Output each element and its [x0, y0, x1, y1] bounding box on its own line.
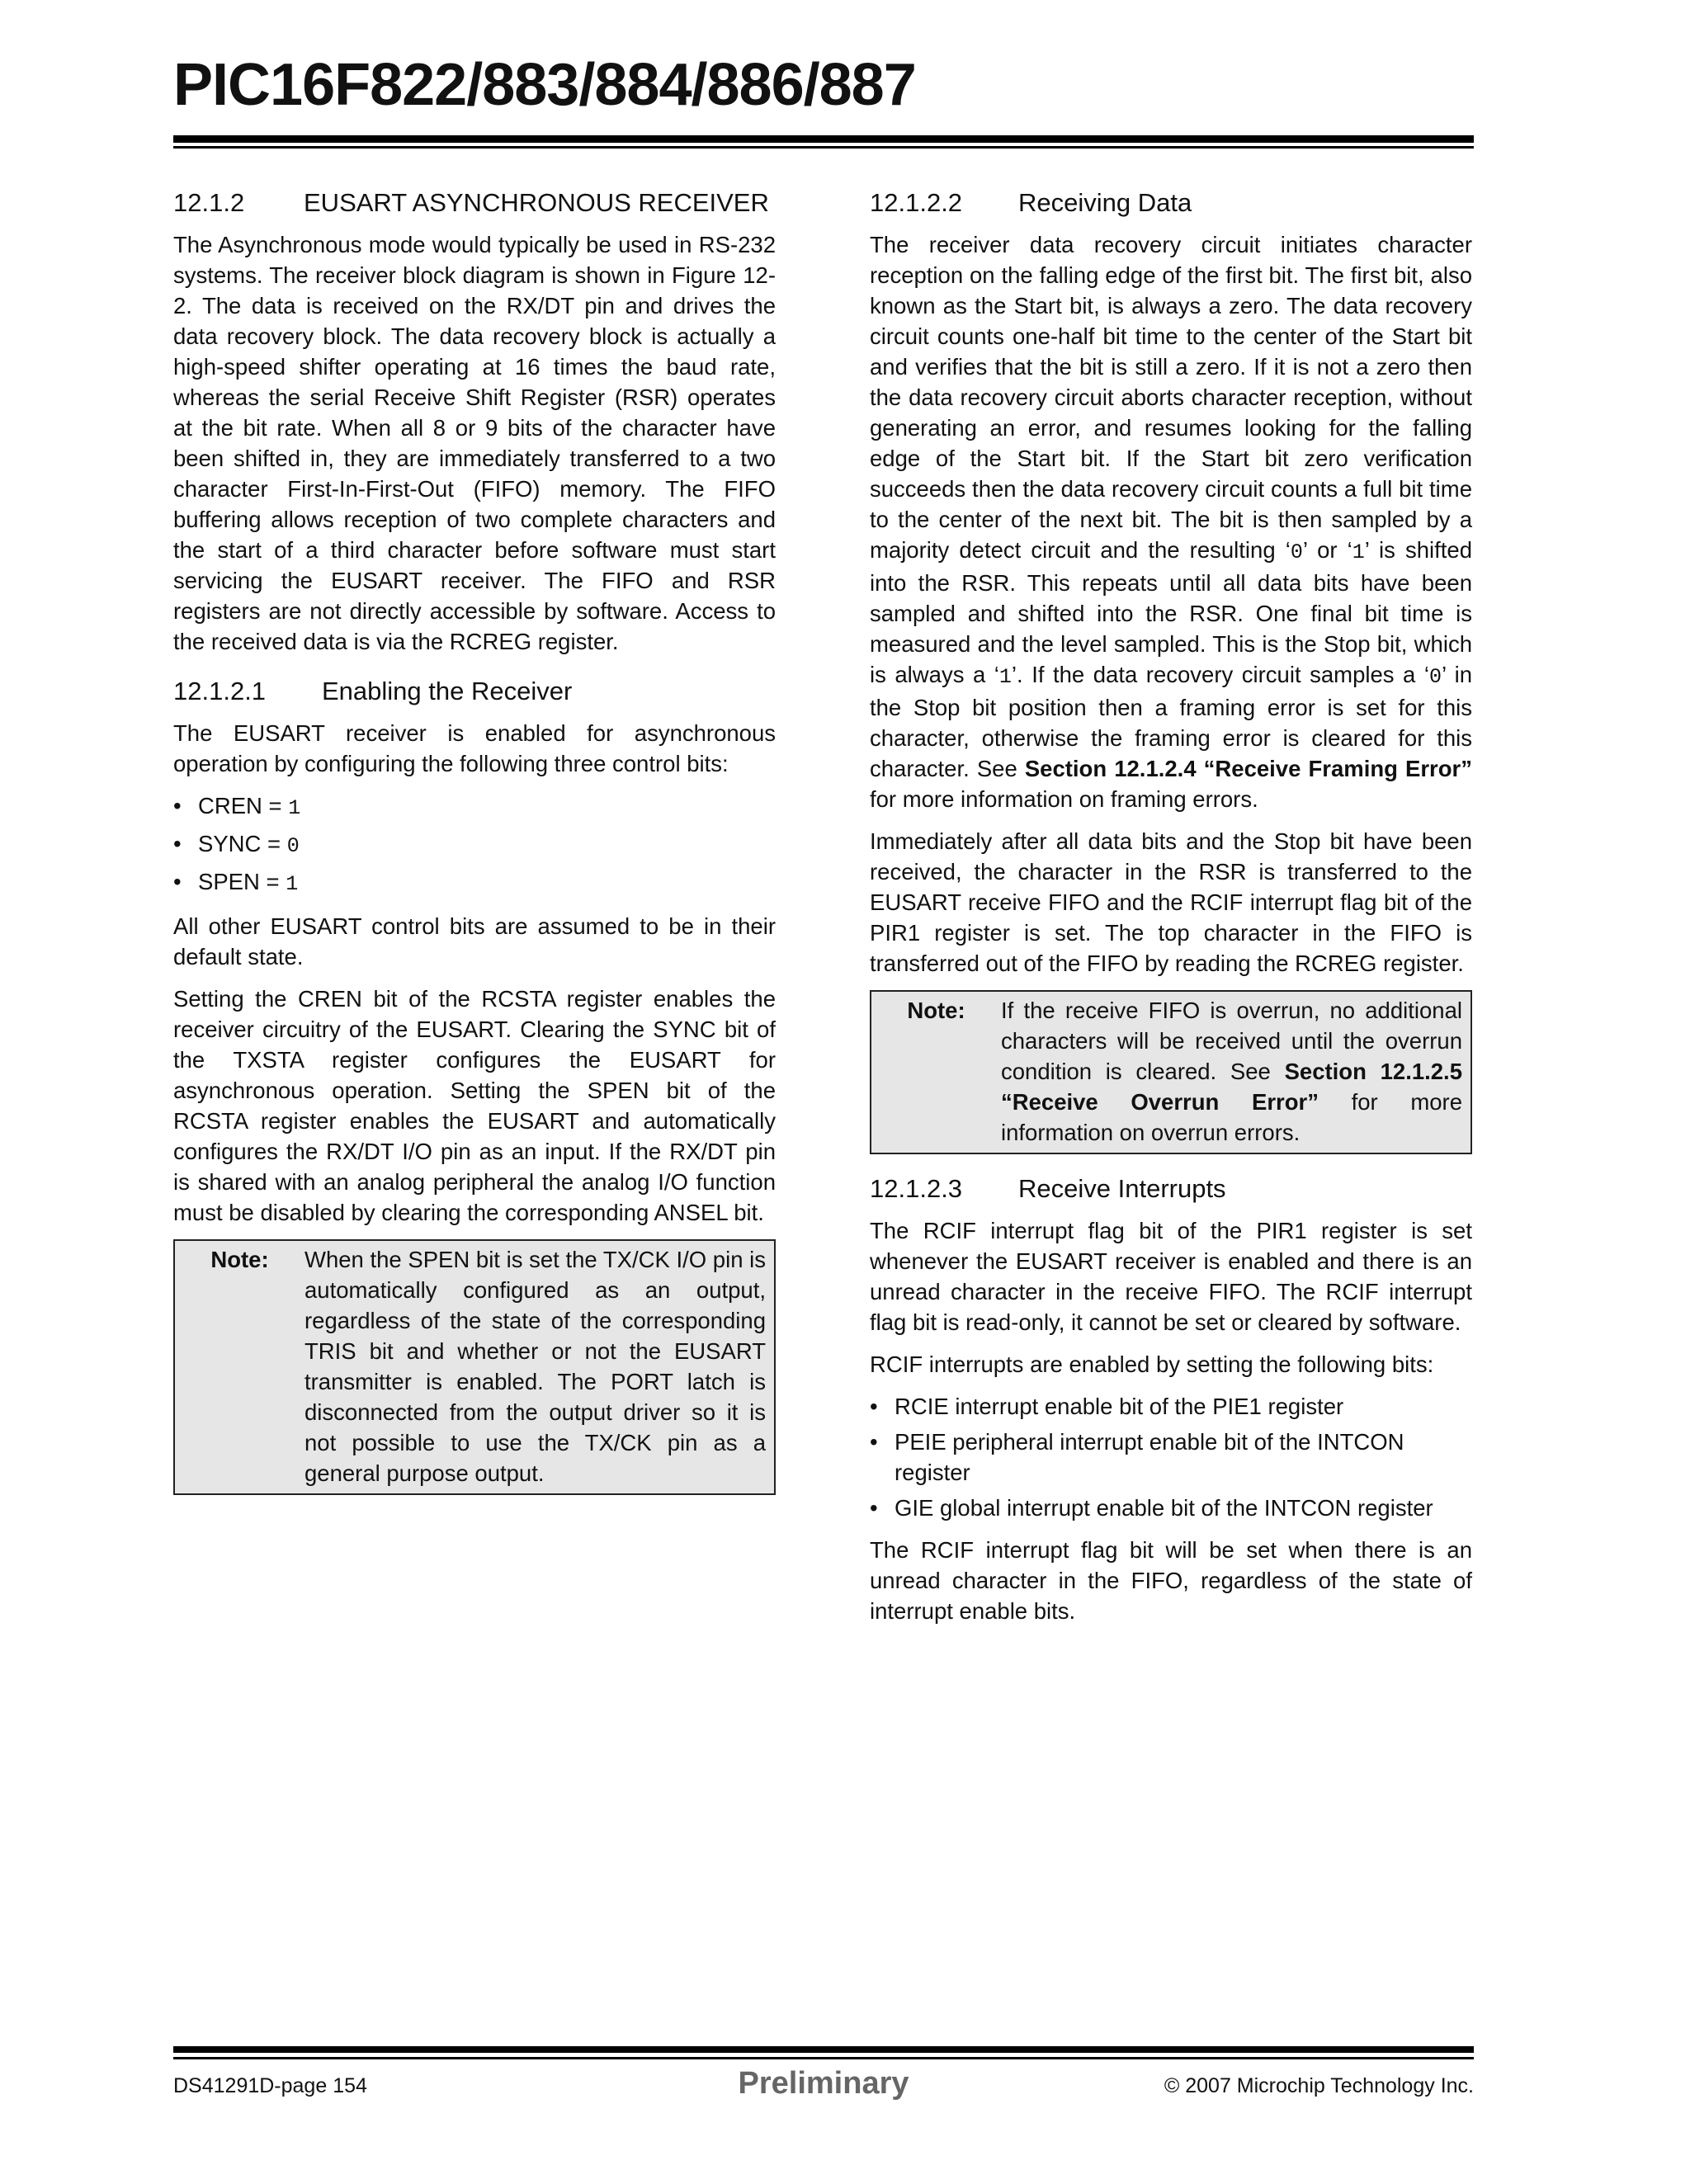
bullet-icon: • [870, 1429, 878, 1455]
text-run: ’. If the data recovery circuit samples a ‘ [1011, 662, 1429, 687]
text-run: The receiver data recovery circuit initiates character reception on the falling edge of the first bit. The first bit, also known as the Start bit, is always a zero. The data recovery circuit counts one-half bit time to the center of the Start bit and verifies that the bit is still a zero. If it is not a zero then the data recovery circuit aborts character reception, without generating an error, and resumes looking for the falling edge of the Start bit. If the Start bit zero verification succeeds then the data recovery circuit counts a full bit time to the center of the next bit. The bit is then sampled by a majority detect circuit and the resulting ‘ [870, 232, 1472, 563]
interrupt-bits-list [870, 1391, 1472, 1523]
footer-rule-thin [173, 2057, 1474, 2059]
text-run: for more information on framing errors. [870, 786, 1258, 812]
bit-literal: 0 [1290, 540, 1303, 564]
section-heading [173, 186, 776, 219]
section-title: Receive Interrupts [1018, 1174, 1226, 1203]
paragraph: Immediately after all data bits and the Stop bit have been received, the character in the RSR is transferred to the EUSART receive FIFO and the RCIF interrupt flag bit of the PIR1 register is set. The top character in the FIFO is transferred out of the FIFO by reading the RCREG register. [870, 828, 1472, 976]
section-title: EUSART ASYNCHRONOUS RECEIVER [304, 188, 769, 217]
bit-name: CREN = [198, 793, 289, 818]
bullet-icon: • [173, 869, 182, 894]
paragraph: The EUSART receiver is enabled for asynchronous operation by configuring the following three control bits: [173, 720, 776, 776]
bullet-icon: • [870, 1495, 878, 1521]
section-number: 12.1.2.2 [870, 188, 963, 217]
bullet-icon: • [173, 831, 182, 856]
paragraph: Setting the CREN bit of the RCSTA register enables the receiver circuitry of the EUSART. Clearing the SYNC bit of the TXSTA register configures the EUSART for asynchronous operation. Setting the SPEN bit of the RCSTA register enables the EUSART and automatically configures the RX/DT I/O pin as an input. If the RX/DT pin is shared with an analog peripheral the analog I/O function must be disabled by clearing the corresponding ANSEL bit. [173, 986, 776, 1225]
note-label: Note: [907, 998, 965, 1023]
note-text: When the SPEN bit is set the TX/CK I/O pin is automatically configured as an output, regardless of the state of the corresponding TRIS bit and whether or not the EUSART transmitter is enabled. The PORT latch is disconnected from the output driver so it is not possible to use the TX/CK pin as a general purpose output. [304, 1247, 766, 1486]
preliminary-label: Preliminary [738, 2066, 909, 2101]
paragraph: The Asynchronous mode would typically be used in RS-232 systems. The receiver block diagram is shown in Figure 12-2. The data is received on the RX/DT pin and drives the data recovery block. The data recovery block is actually a high-speed shifter operating at 16 times the baud rate, whereas the serial Receive Shift Register (RSR) operates at the bit rate. When all 8 or 9 bits of the character have been shifted in, they are immediately transferred to a two character First-In-First-Out (FIFO) memory. The FIFO buffering allows reception of two complete characters and the start of a third character before software must start servicing the EUSART receiver. The FIFO and RSR registers are not directly accessible by software. Access to the received data is via the RCREG register. [173, 232, 776, 654]
paragraph: RCIF interrupts are enabled by setting the following bits: [870, 1351, 1434, 1377]
header-rule-thick [173, 135, 1474, 143]
text-run: ’ is shifted into the RSR. This repeats until all data bits have been sampled and shifted into the RSR. One final bit time is measured and the level sampled. This is the Stop bit, which is always a ‘ [870, 537, 1472, 687]
control-bits-list [173, 790, 776, 899]
list-item [870, 1391, 1472, 1422]
section-reference-link[interactable]: Section 12.1.2.5 “Receive Overrun Error” [1001, 1059, 1462, 1115]
note-box [870, 990, 1472, 1154]
list-item [173, 828, 776, 861]
page-footer [173, 2066, 1474, 2102]
bit-name: SPEN = [198, 869, 286, 894]
list-item [173, 790, 776, 823]
section-number: 12.1.2 [173, 188, 245, 217]
bit-value: 1 [288, 796, 301, 820]
note-label: Note: [210, 1247, 269, 1272]
list-item [870, 1427, 1472, 1488]
header-rule-thin [173, 146, 1474, 149]
list-item-text: RCIE interrupt enable bit of the PIE1 register [895, 1394, 1344, 1419]
text-run: for more information on overrun errors. [1001, 1089, 1462, 1145]
footer-rule-thick [173, 2046, 1474, 2053]
list-item-text: PEIE peripheral interrupt enable bit of the INTCON register [895, 1429, 1404, 1485]
bit-literal: 1 [1352, 540, 1365, 564]
paragraph [870, 229, 1472, 814]
bullet-icon: • [870, 1394, 878, 1419]
section-reference-link[interactable]: Section 12.1.2.4 “Receive Framing Error” [1024, 756, 1473, 781]
copyright-notice: © 2007 Microchip Technology Inc. [1164, 2074, 1474, 2097]
text-run: ’ in the Stop bit position then a framing error is set for this character, otherwise the framing error is cleared for this character. See [870, 662, 1473, 781]
subsection-heading [870, 1172, 1472, 1205]
section-title: Receiving Data [1018, 188, 1192, 217]
document-page-number: DS41291D-page 154 [173, 2074, 367, 2097]
section-number: 12.1.2.3 [870, 1174, 963, 1203]
paragraph: The RCIF interrupt flag bit of the PIR1 register is set whenever the EUSART receiver is enabled and there is an unread character in the receive FIFO. The RCIF interrupt flag bit is read-only, it cannot be set or cleared by software. [870, 1218, 1472, 1335]
page-title: PIC16F822/883/884/886/887 [173, 52, 916, 118]
note-box [173, 1239, 776, 1495]
bit-value: 0 [286, 834, 300, 858]
bit-literal: 0 [1428, 665, 1442, 689]
bullet-icon: • [173, 793, 182, 818]
right-column [870, 186, 1472, 1638]
text-run: ’ or ‘ [1302, 537, 1352, 563]
bit-value: 1 [286, 872, 299, 896]
bit-name: SYNC = [198, 831, 287, 856]
subsection-heading [870, 186, 1472, 219]
paragraph: The RCIF interrupt flag bit will be set when there is an unread character in the FIFO, regardless of the state of interrupt enable bits. [870, 1537, 1472, 1624]
section-title: Enabling the Receiver [322, 677, 573, 705]
list-item-text: GIE global interrupt enable bit of the INTCON register [895, 1495, 1433, 1521]
subsection-heading [173, 675, 776, 708]
left-column [173, 186, 776, 1507]
paragraph: All other EUSART control bits are assumed to be in their default state. [173, 913, 776, 969]
bit-literal: 1 [998, 665, 1012, 689]
note-text [1001, 995, 1462, 1148]
section-number: 12.1.2.1 [173, 677, 267, 705]
text-run: If the receive FIFO is overrun, no additional characters will be received until the overrun condition is cleared. See [1001, 998, 1462, 1084]
list-item [870, 1493, 1472, 1523]
list-item [173, 866, 776, 899]
